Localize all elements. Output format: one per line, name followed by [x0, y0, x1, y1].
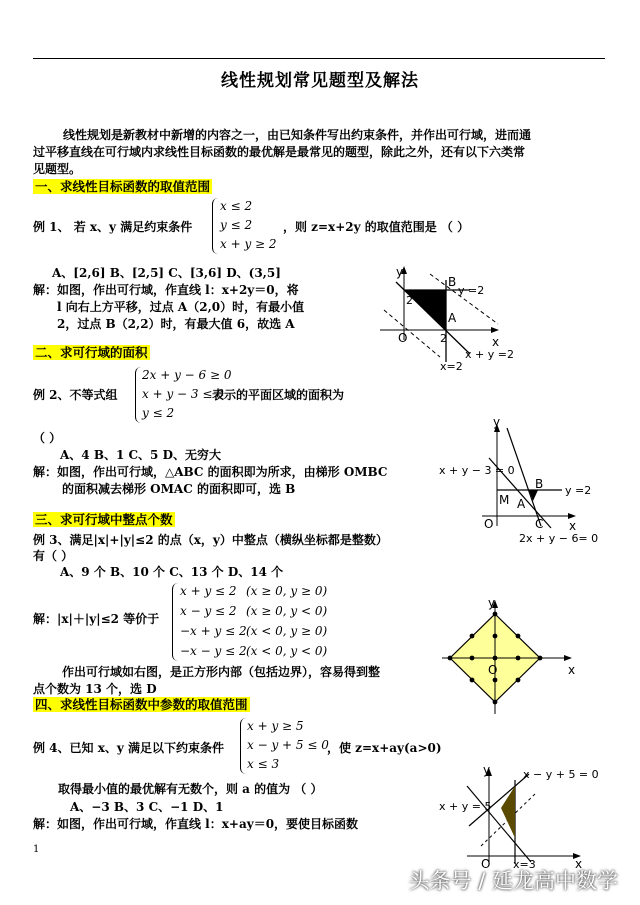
example-1-solution: 2，过点 B（2,2）时，有最大值 6，故选 A: [57, 317, 295, 331]
example-4-prefix: 例 4、已知 x、y 满足以下约束条件: [33, 741, 225, 755]
watermark: 头条号 / 延龙高中数学: [408, 869, 618, 893]
page-title: 线性规划常见题型及解法: [221, 71, 419, 91]
top-rule: [33, 58, 605, 59]
fig4-label: x=3: [513, 858, 536, 871]
ex3-case-cond: (x < 0, y ≥ 0): [246, 624, 328, 638]
fig3-label: O: [488, 663, 498, 677]
ex4-constraint: x + y ≥ 5: [247, 719, 304, 733]
fig1-label: 2: [406, 294, 413, 307]
example-3-solution-prefix: 解：|x|＋|y|≤2 等价于: [33, 612, 160, 626]
example-4-brace: [240, 718, 247, 774]
intro-line-3: 见题型。: [33, 162, 82, 176]
fig1-label: B: [448, 275, 457, 289]
fig4-label: O: [481, 857, 491, 871]
example-4-options: A、−3 B、3 C、−1 D、1: [70, 800, 224, 814]
fig4-feasible-region: [501, 786, 515, 838]
example-3-options: A、9 个 B、10 个 C、13 个 D、14 个: [60, 565, 284, 579]
ex3-case-eq: −x − y ≤ 2: [180, 644, 247, 658]
fig3-label: y: [488, 598, 496, 610]
ex4-constraint: x ≤ 3: [247, 757, 280, 771]
example-1-solution: l 向右上方平移，过点 A（2,0）时，有最小值: [57, 300, 305, 314]
fig4-label: x: [575, 857, 583, 871]
fig2-label: x: [569, 519, 577, 533]
example-3-solution: 点个数为 13 个，选 D: [33, 682, 157, 696]
example-1-solution: 解：如图，作出可行域，作直线 l：x+2y＝0，将: [33, 283, 299, 297]
figure-1: [370, 262, 530, 374]
fig4-label: x − y + 5 = 0: [523, 768, 599, 781]
section-1-heading: 一、求线性目标函数的取值范围: [35, 179, 211, 194]
example-1-brace: [212, 198, 219, 254]
fig1-label: x + y =2: [465, 348, 514, 361]
example-2-suffix: 表示的平面区域的面积为: [212, 388, 345, 402]
section-3-heading: 三、求可行域中整点个数: [35, 512, 173, 527]
fig2-label: C: [535, 517, 544, 531]
ex2-constraint: y ≤ 2: [142, 406, 175, 420]
example-2-paren: （ ）: [33, 431, 62, 445]
fig2-label: M: [499, 493, 510, 507]
example-3-text: 有（ ）: [33, 549, 74, 563]
example-1-prefix: 例 1、 若 x、y 满足约束条件: [33, 220, 193, 234]
ex3-case-cond: (x ≥ 0, y < 0): [246, 604, 328, 618]
figure-4: [437, 764, 613, 872]
intro-line-2: 过平移直线在可行域内求线性目标函数的最优解是最常见的题型，除此之外，还有以下六类常: [33, 145, 526, 159]
fig1-label: A: [448, 311, 457, 325]
fig4-label: x + y = 5: [439, 800, 492, 813]
fig2-label: O: [484, 517, 494, 531]
intro-line-1: 线性规划是新教材中新增的内容之一，由已知条件写出约束条件，并作出可行域，进而通: [63, 128, 532, 142]
ex3-case-cond: (x ≥ 0, y ≥ 0): [246, 584, 328, 598]
fig1-label: 2: [440, 332, 447, 345]
fig1-label: O: [398, 331, 408, 345]
figure-2: [437, 418, 612, 546]
ex3-case-cond: (x < 0, y < 0): [246, 644, 328, 658]
example-2-prefix: 例 2、不等式组: [33, 388, 118, 402]
section-2-heading: 二、求可行域的面积: [35, 345, 148, 360]
ex1-constraint: x + y ≥ 2: [220, 237, 277, 251]
fig2-label: y: [493, 418, 501, 429]
example-4-solution: 解：如图，作出可行域，作直线 l：x+ay＝0，要使目标函数: [33, 817, 359, 831]
example-1-options: A、[2,6] B、[2,5] C、[3,6] D、(3,5]: [52, 266, 281, 280]
ex2-constraint: x + y − 3 ≤ 0: [142, 387, 224, 401]
ex3-case-eq: −x + y ≤ 2: [180, 624, 247, 638]
example-3-solution: 作出可行域如右图，是正方形内部（包括边界），容易得到整: [62, 665, 381, 679]
ex1-constraint: y ≤ 2: [220, 218, 253, 232]
ex1-constraint: x ≤ 2: [220, 199, 253, 213]
fig4-line-2: [467, 786, 531, 862]
example-2-options: A、4 B、1 C、5 D、无穷大: [60, 448, 221, 462]
fig2-label: 2x + y − 6= 0: [519, 532, 599, 545]
fig2-label: B: [535, 477, 544, 491]
ex2-constraint: 2x + y − 6 ≥ 0: [142, 368, 232, 382]
fig1-label: y: [396, 265, 404, 279]
fig4-label: y: [483, 764, 491, 777]
ex3-case-eq: x − y ≤ 2: [180, 604, 237, 618]
example-2-brace: [135, 367, 142, 423]
fig2-label: y =2: [565, 484, 592, 497]
example-3-brace: [172, 583, 179, 661]
example-1-suffix: ，则 z=x+2y 的取值范围是 （ ）: [283, 220, 470, 234]
fig3-label: x: [568, 663, 576, 677]
section-4-heading: 四、求线性目标函数中参数的取值范围: [35, 697, 248, 712]
fig1-label: y =2: [458, 284, 485, 297]
example-2-solution: 的面积减去梯形 OMAC 的面积即可，选 B: [62, 482, 296, 496]
example-4-line2: 取得最小值的最优解有无数个，则 a 的值为 （ ）: [58, 782, 323, 796]
page-number: 1: [33, 844, 40, 855]
figure-3: [440, 598, 590, 724]
fig1-label: x: [492, 335, 500, 349]
fig2-label: A: [517, 497, 526, 511]
fig2-label: x + y − 3 = 0: [439, 464, 515, 477]
example-3-text: 例 3、满足|x|+|y|≤2 的点（x，y）中整点（横纵坐标都是整数）: [33, 533, 388, 547]
example-2-solution: 解：如图，作出可行域，△ABC 的面积即为所求，由梯形 OMBC: [33, 465, 388, 479]
fig1-label: x=2: [440, 360, 463, 373]
arrow-icon: [564, 655, 572, 661]
example-4-suffix: ，使 z=x+ay(a>0): [327, 741, 442, 755]
arrow-icon: [491, 327, 499, 333]
ex3-case-eq: x + y ≤ 2: [180, 584, 237, 598]
ex4-constraint: x − y + 5 ≤ 0: [247, 738, 329, 752]
